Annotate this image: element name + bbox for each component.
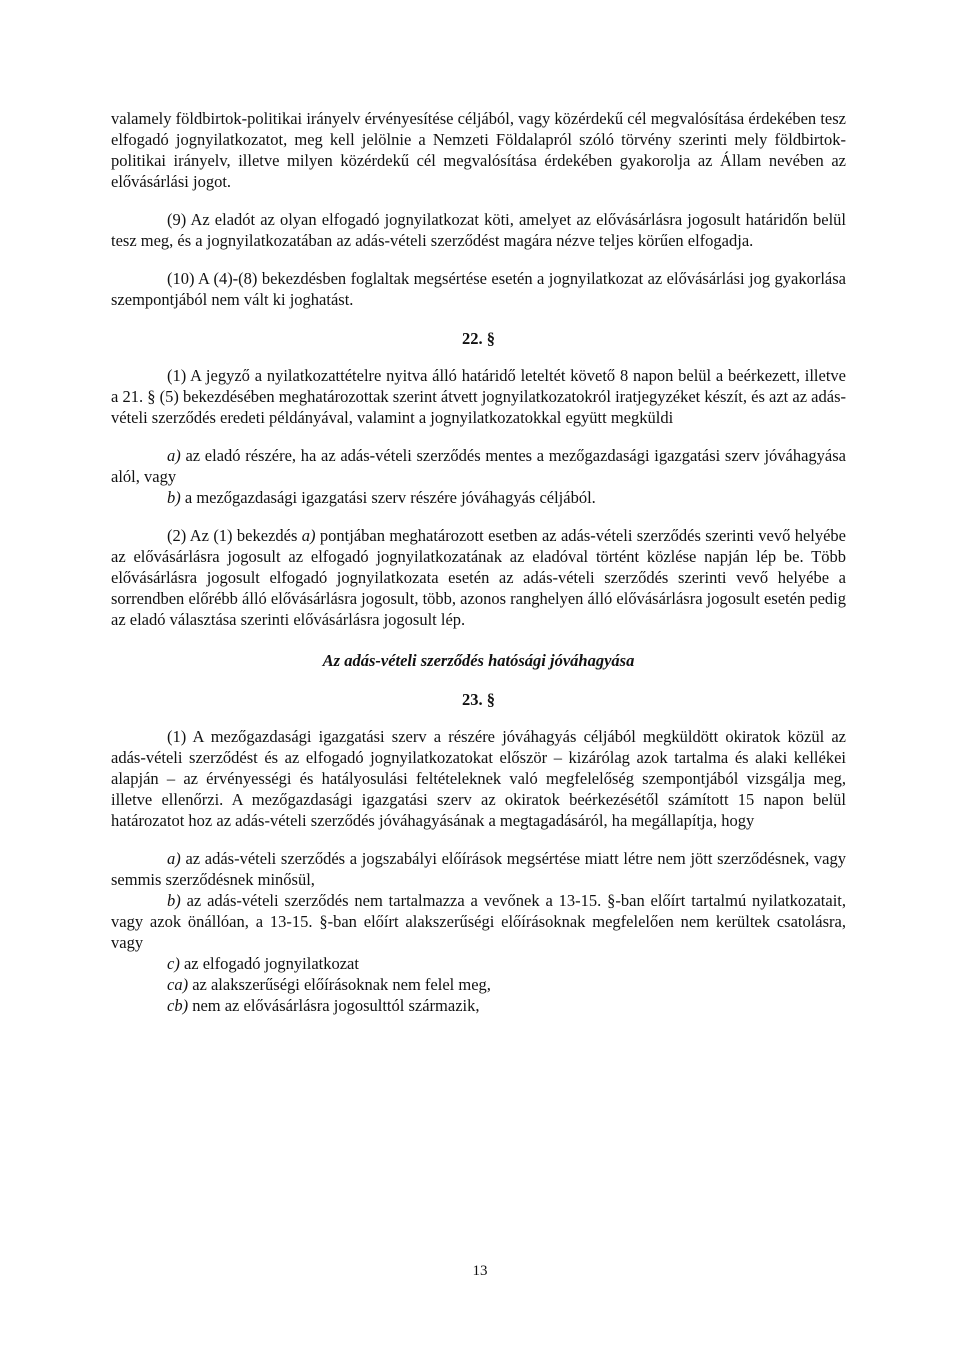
section-22-title: 22. § — [462, 329, 495, 348]
point-label: cb) — [167, 996, 189, 1015]
paragraph-text-post: pontjában meghatározott esetben az adás-vételi szerződés szerinti vevő helyébe az elővásárlásra jogosult az elfogadó jognyilatkozatának az eladóval történt közlése napján lép be. Több elővásárlásra jogosult elfogadó jognyilatkozata esetén az adás-vételi szerződés szerinti vevő helyébe a sorrendben előrébb álló elővásárlásra jogosult, több, azonos ranghelyen álló elővásárlásra jogosult esetén pedig az eladó választása szerinti elővásárlásra jogosult lép. — [111, 526, 846, 629]
section-22-point-b — [111, 487, 846, 508]
section-23-point-cb — [111, 995, 846, 1016]
section-22-paragraph-2 — [111, 525, 846, 630]
point-label: c) — [167, 954, 180, 973]
section-23-point-b — [111, 890, 846, 953]
point-text: az adás-vételi szerződés nem tartalmazza a vevőnek a 13-15. §-ban előírt tartalmú nyilatkozatait, vagy azok önállóan, a 13-15. §-ban előírt alakszerűségi előírásoknak megfelelően nem kerültek csatolásra, vagy — [111, 891, 846, 952]
point-label: a) — [167, 849, 181, 868]
point-label: b) — [167, 891, 181, 910]
point-text: az elfogadó jognyilatkozat — [179, 954, 359, 973]
paragraph-10: (10) A (4)-(8) bekezdésben foglaltak megsértése esetén a jognyilatkozat az elővásárlási jog gyakorlása szempontjából nem vált ki joghatást. — [111, 269, 846, 309]
point-label: b) — [167, 488, 181, 507]
section-23-point-ca — [111, 974, 846, 995]
paragraph-continuation: valamely földbirtok-politikai irányelv érvényesítése céljából, vagy közérdekű cél megvalósítása érdekében tesz elfogadó jognyilatkozatot, meg kell jelölnie a Nemzeti Földalapról szóló törvény szerinti mely földbirtok-politikai irányelv, illetve milyen közérdekű cél megvalósítása érdekében gyakorolja az Állam nevében az elővásárlási jogot. — [111, 109, 846, 191]
point-text: a mezőgazdasági igazgatási szerv részére jóváhagyás céljából. — [180, 488, 596, 507]
point-label: ca) — [167, 975, 189, 994]
paragraph-9: (9) Az eladót az olyan elfogadó jognyilatkozat köti, amelyet az elővásárlásra jogosult határidőn belül tesz meg, és a jognyilatkozatában az adás-vételi szerződést magára nézve teljes körűen elfogadja. — [111, 210, 846, 250]
point-text: az eladó részére, ha az adás-vételi szerződés mentes a mezőgazdasági igazgatási szerv jóváhagyása alól, vagy — [111, 446, 846, 486]
page-number: 13 — [472, 1263, 488, 1279]
subtitle-heading: Az adás-vételi szerződés hatósági jóváhagyása — [322, 651, 635, 670]
document-page — [111, 108, 846, 1016]
section-23-point-c — [111, 953, 846, 974]
point-reference: a) — [301, 526, 316, 545]
point-text: az alakszerűségi előírásoknak nem felel meg, — [188, 975, 491, 994]
paragraph-text-pre: (2) Az (1) bekezdés — [167, 526, 302, 545]
section-23-point-a — [111, 848, 846, 890]
point-text: az adás-vételi szerződés a jogszabályi előírások megsértése miatt létre nem jött szerződésnek, vagy semmis szerződésnek minősül, — [111, 849, 846, 889]
section-23-paragraph-1: (1) A mezőgazdasági igazgatási szerv a részére jóváhagyás céljából megküldött okiratok közül az adás-vételi szerződést és az elfogadó jognyilatkozatokat először – kizárólag azok tartalma és alaki kellékei alapján – az érvényességi és hatályosulási feltételeknek való megfelelőség szempontjából vizsgálja meg, illetve ellenőrzi. A mezőgazdasági igazgatási szerv az okiratok beérkezésétől számított 15 napon belül határozatot hoz az adás-vételi szerződés jóváhagyásának a megtagadásáról, ha megállapítja, hogy — [111, 727, 846, 830]
section-23-title: 23. § — [462, 690, 495, 709]
section-22-point-a — [111, 445, 846, 487]
point-label: a) — [167, 446, 181, 465]
point-text: nem az elővásárlásra jogosulttól származik, — [188, 996, 480, 1015]
section-22-paragraph-1: (1) A jegyző a nyilatkozattételre nyitva álló határidő leteltét követő 8 napon belül a beérkezett, illetve a 21. § (5) bekezdésében meghatározottak szerint átvett jognyilatkozatokról iratjegyzéket készít, és azt az adás-vételi szerződés eredeti példányával, valamint a jognyilatkozatokkal együtt megküldi — [111, 366, 846, 427]
